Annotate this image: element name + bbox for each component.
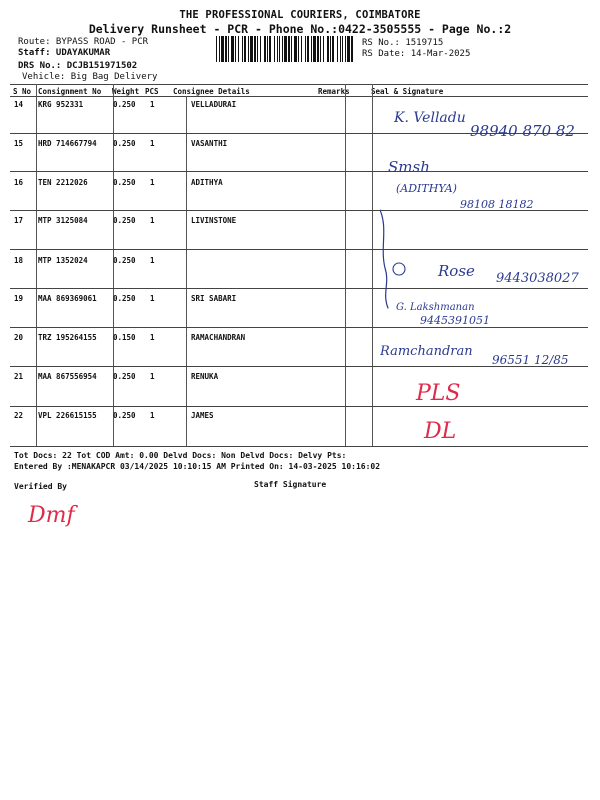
row-consignment: MTP 3125084 [38,216,88,225]
col-pcs: PCS [145,87,159,96]
company-name: THE PROFESSIONAL COURIERS, COIMBATORE [179,9,421,21]
row-weight: 0.250 [113,216,136,225]
row-weight: 0.250 [113,372,136,381]
row-weight: 0.250 [113,411,136,420]
row-sno: 21 [14,372,24,381]
row-sno: 15 [14,139,24,148]
row-sno: 16 [14,178,24,187]
row-sno: 19 [14,294,24,303]
verified-by-label: Verified By [14,482,67,491]
rs-date: RS Date: 14-Mar-2025 [362,49,471,59]
row-pcs: 1 [150,216,155,225]
hw-row21: PLS [416,381,461,406]
row-consignee: VELLADURAI [191,100,237,109]
row-consignment: MTP 1352024 [38,256,88,265]
hw-row14-name: K. Velladu [394,110,466,126]
hw-row18-name: Rose [438,262,475,280]
col-divider [36,84,37,446]
hw-row20-phone: 96551 12/85 [492,353,569,367]
rs-number: RS No.: 1519715 [362,38,444,48]
entered-by-line: Entered By :MENAKAPCR 03/14/2025 10:10:15 AM Printed On: 14-03-2025 10:16:02 [14,462,381,471]
row-sno: 18 [14,256,24,265]
row-consignee: SRI SABARI [191,294,237,303]
handwritten-signatures [380,98,590,443]
row-pcs: 1 [150,333,155,342]
runsheet-title: Delivery Runsheet - PCR - Phone No.:0422-3505555 - Page No.:2 [88,22,512,36]
row-pcs: 1 [150,178,155,187]
row-sno: 17 [14,216,24,225]
row-consignee: LIVINSTONE [191,216,237,225]
vehicle-label: Vehicle: Big Bag Delivery [22,72,158,82]
row-weight: 0.250 [113,256,136,265]
hw-row16-b: (ADITHYA) [396,182,457,195]
row-weight: 0.250 [113,294,136,303]
row-weight: 0.250 [113,178,136,187]
row-pcs: 1 [150,411,155,420]
col-remarks: Remarks [318,87,350,96]
row-sno: 14 [14,100,24,109]
staff-signature-label: Staff Signature [254,480,327,489]
drs-number: DRS No.: DCJB151971502 [18,61,138,71]
table-header-rule [10,96,588,97]
col-divider [372,84,373,446]
row-consignee: RAMACHANDRAN [191,333,246,342]
col-sno: S No [13,87,32,96]
hw-row19-name: G. Lakshmanan [396,302,475,313]
row-pcs: 1 [150,372,155,381]
col-weight: Weight [112,87,140,96]
staff-label: Staff: UDAYAKUMAR [18,48,111,58]
route-label: Route: BYPASS ROAD - PCR [18,37,149,47]
row-sno: 20 [14,333,24,342]
totals-line: Tot Docs: 22 Tot COD Amt: 0.00 Delvd Docs: Non Delvd Docs: Delvy Pts: [14,451,347,460]
col-consignment: Consignment No [38,87,102,96]
hw-row18-phone: 9443038027 [496,271,579,286]
row-consignment: MAA 867556954 [38,372,97,381]
hw-verified: Dmf [28,503,75,528]
row-consignment: TEN 2212026 [38,178,88,187]
row-pcs: 1 [150,100,155,109]
row-consignment: MAA 869369061 [38,294,97,303]
row-consignee: VASANTHI [191,139,228,148]
col-consignee: Consignee Details [173,87,250,96]
row-consignee: ADITHYA [191,178,223,187]
hw-row16-a: Smsh [388,158,430,176]
row-sno: 22 [14,411,24,420]
col-divider [345,84,346,446]
row-consignment: HRD 714667794 [38,139,97,148]
hw-row20-name: Ramchandran [380,344,473,359]
hw-circle-mark [393,263,405,275]
row-consignee: JAMES [191,411,214,420]
row-consignment: VPL 226615155 [38,411,97,420]
col-seal-signature: Seal & Signature [371,87,444,96]
barcode-icon [215,36,355,62]
table-top-rule [10,84,588,85]
verified-signature [26,494,96,534]
table-bottom-rule [10,446,588,447]
hw-row22: DL [424,419,457,443]
row-weight: 0.250 [113,100,136,109]
row-consignment: KRG 952331 [38,100,84,109]
hw-row19-phone: 9445391051 [420,314,490,327]
row-weight: 0.150 [113,333,136,342]
row-pcs: 1 [150,139,155,148]
row-weight: 0.250 [113,139,136,148]
row-pcs: 1 [150,256,155,265]
row-pcs: 1 [150,294,155,303]
row-consignee: RENUKA [191,372,219,381]
col-divider [186,96,187,446]
row-consignment: TRZ 195264155 [38,333,97,342]
hw-row14-phone: 98940 870 82 [470,122,575,140]
hw-row16-phone: 98108 18182 [460,198,534,211]
